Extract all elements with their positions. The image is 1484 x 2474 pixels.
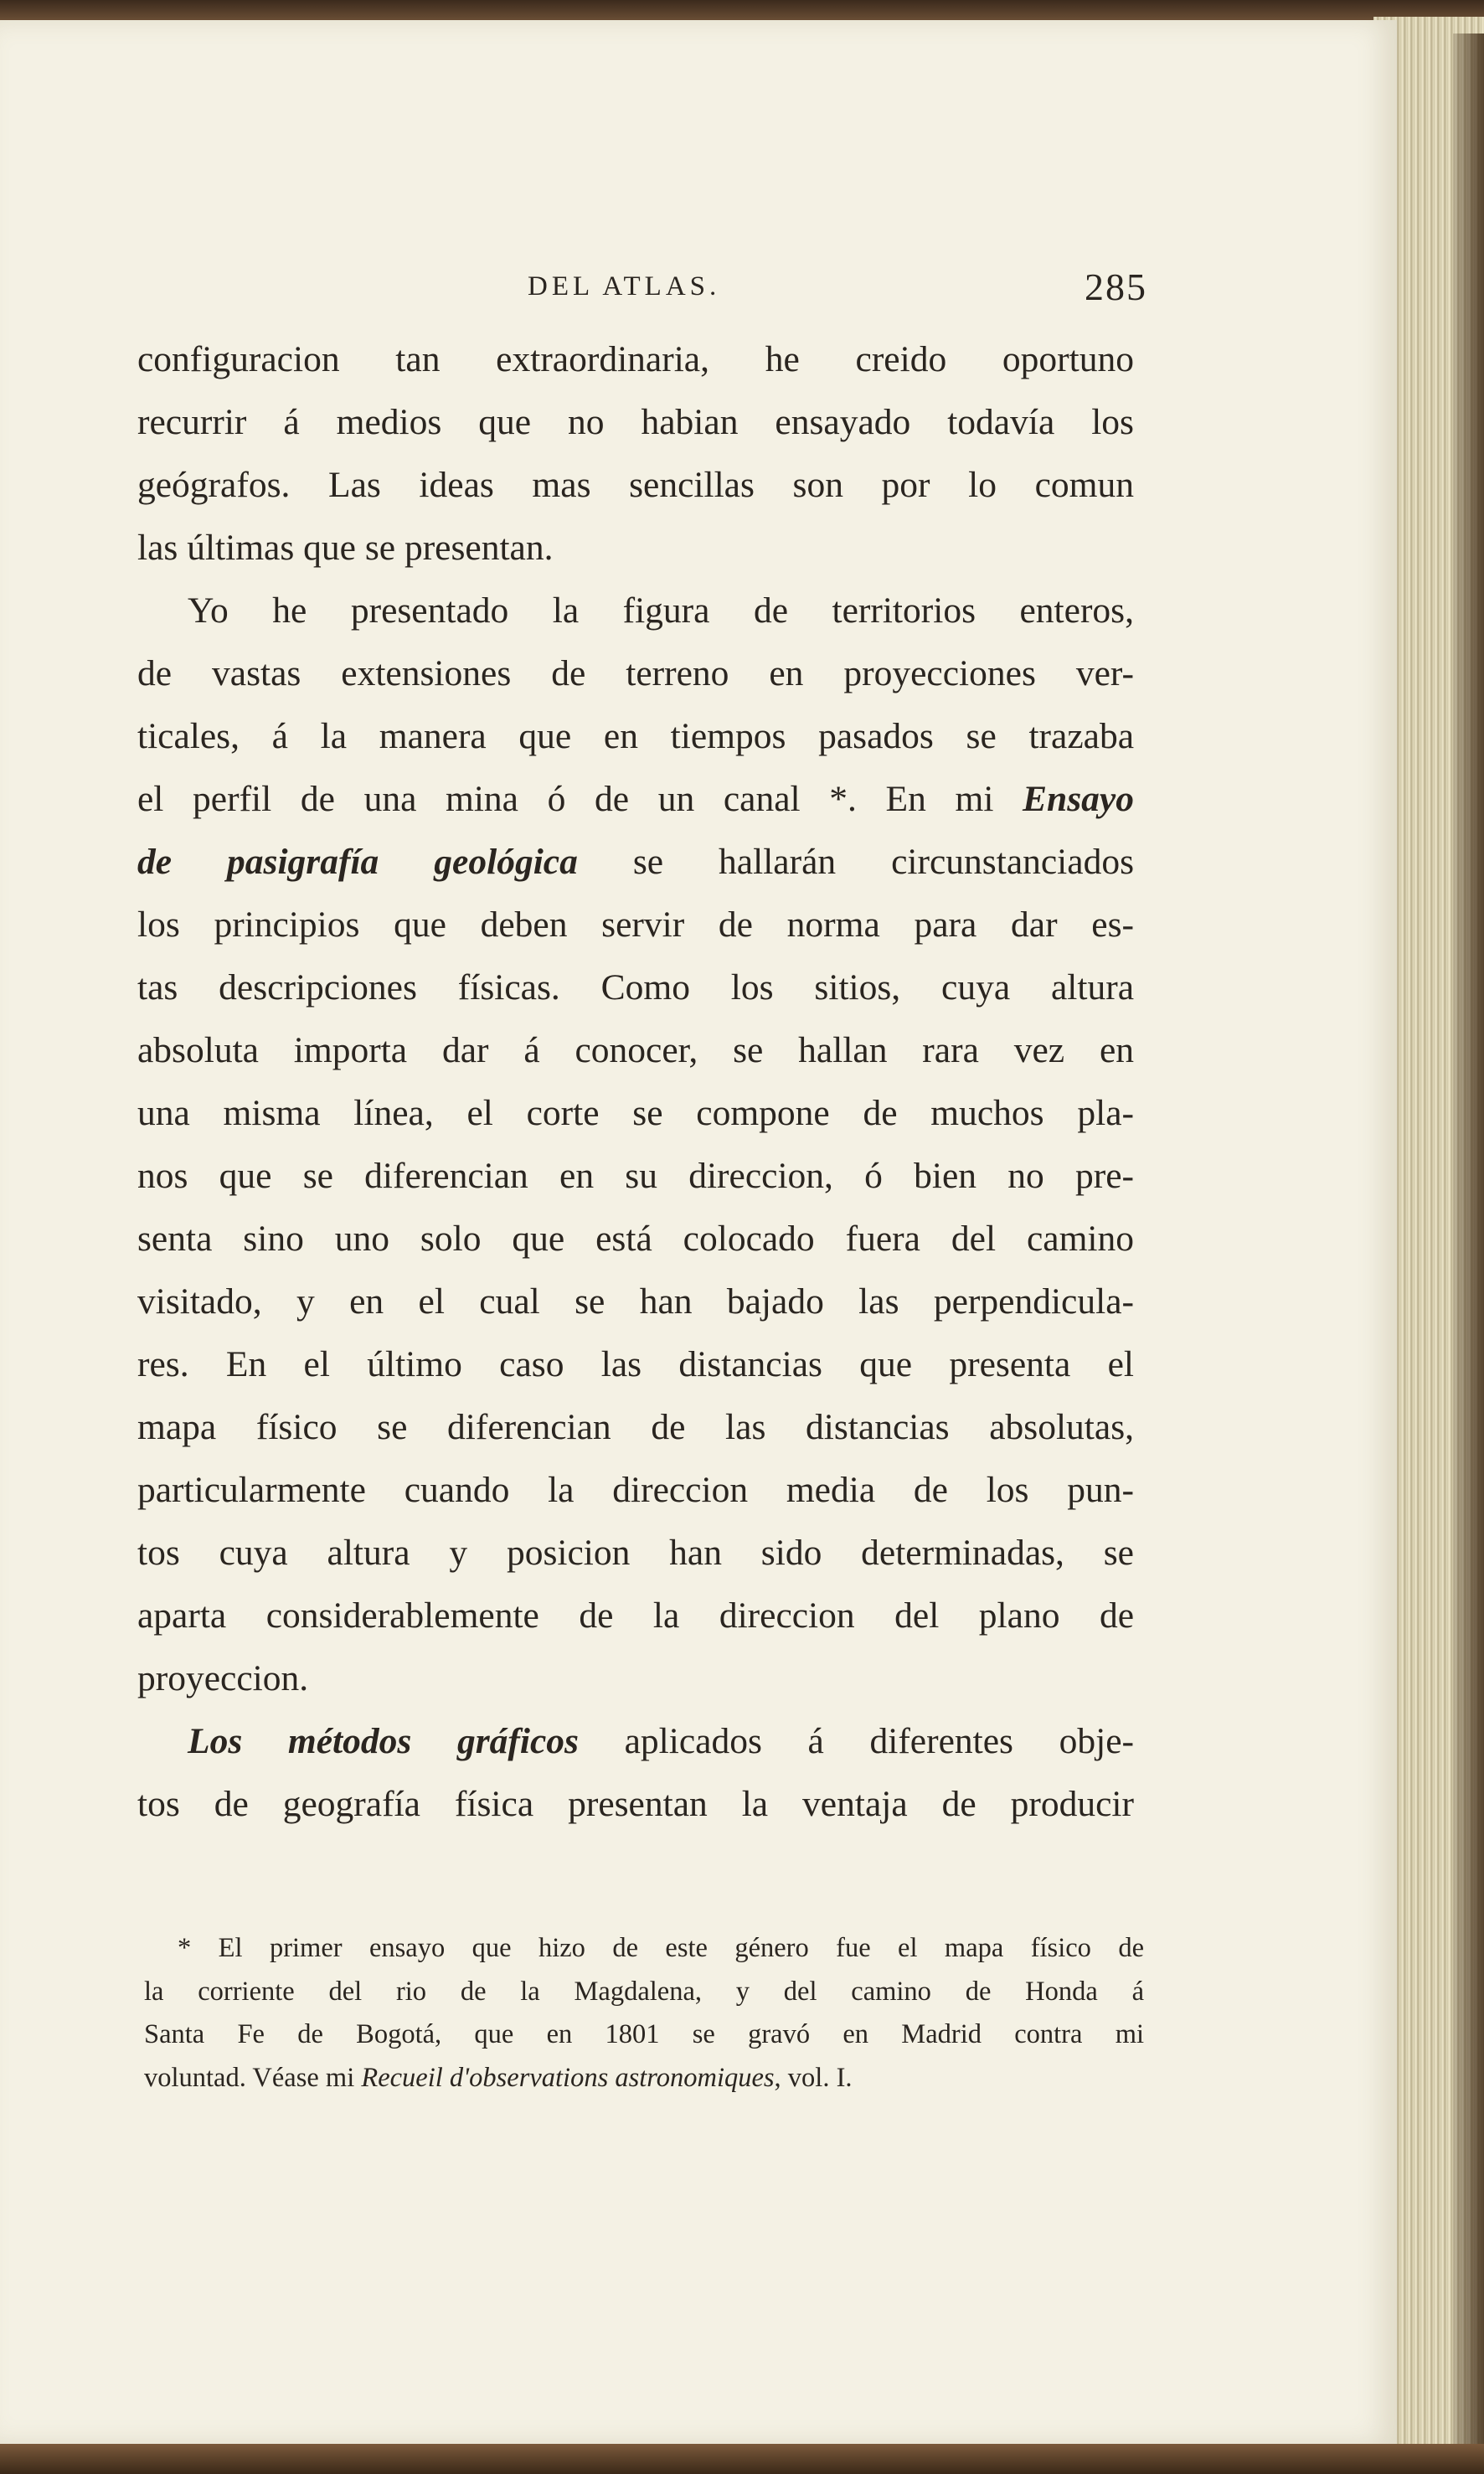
text-line: las últimas que se presentan. [137, 528, 554, 568]
footnote [144, 1927, 1144, 2100]
text-line: configuracion tan extraordinaria, he creido oportuno [137, 339, 1134, 379]
running-title: DEL ATLAS. [528, 271, 721, 302]
italic-title: de pasigrafía geológica [137, 842, 578, 882]
book-edge-shadow [1453, 34, 1484, 2446]
text-line: geógrafos. Las ideas mas sencillas son por lo comun [137, 465, 1134, 505]
page-number: 285 [1085, 265, 1147, 308]
text-segment: aplicados á diferentes obje- [578, 1721, 1134, 1761]
text-line: res. En el último caso las distancias que presenta el [137, 1344, 1134, 1384]
text-line: recurrir á medios que no habian ensayado todavía los [137, 402, 1134, 442]
text-line: absoluta importa dar á conocer, se hallan rara vez en [137, 1030, 1134, 1070]
italic-title: Ensayo [1023, 779, 1134, 819]
text-line: aparta considerablemente de la direccion del plano de [137, 1595, 1134, 1636]
text-line: proyeccion. [137, 1658, 309, 1698]
text-line: tas descripciones físicas. Como los sitios, cuya altura [137, 967, 1134, 1008]
text-line: Yo he presentado la figura de territorios enteros, [188, 590, 1134, 631]
book-cover-top-edge [0, 0, 1484, 22]
running-head [134, 248, 1147, 308]
book-page [0, 20, 1397, 2444]
italic-book-title: Recueil d'observations astronomiques [361, 2062, 775, 2093]
text-segment: , vol. I. [774, 2062, 853, 2093]
text-line: tos cuya altura y posicion han sido determinadas, se [137, 1533, 1134, 1573]
text-line [137, 1710, 1134, 1773]
text-line: particularmente cuando la direccion media de los pun- [137, 1470, 1134, 1510]
text-line [137, 831, 1134, 894]
text-line: nos que se diferencian en su direccion, ó bien no pre- [137, 1156, 1134, 1196]
text-line [137, 768, 1134, 831]
footnote-line: la corriente del rio de la Magdalena, y del camino de Honda á [144, 1976, 1144, 2007]
text-line: ticales, á la manera que en tiempos pasados se trazaba [137, 716, 1134, 756]
text-line: los principios que deben servir de norma para dar es- [137, 905, 1134, 945]
text-segment: se hallarán circunstanciados [577, 842, 1135, 882]
text-line: una misma línea, el corte se compone de muchos pla- [137, 1093, 1134, 1133]
text-line: visitado, y en el cual se han bajado las perpendicula- [137, 1281, 1134, 1322]
main-text [137, 328, 1134, 1836]
text-line: tos de geografía física presentan la ventaja de producir [137, 1784, 1134, 1824]
book-cover-bottom-edge [0, 2444, 1484, 2474]
text-segment: el perfil de una mina ó de un canal *. En mi [137, 779, 1023, 819]
italic-term: Los métodos gráficos [188, 1721, 579, 1761]
footnote-line: Santa Fe de Bogotá, que en 1801 se gravó en Madrid contra mi [144, 2019, 1144, 2049]
text-segment: voluntad. Véase mi [144, 2062, 362, 2093]
text-line: senta sino uno solo que está colocado fuera del camino [137, 1219, 1134, 1259]
footnote-line: * El primer ensayo que hizo de este género fue el mapa físico de [178, 1933, 1144, 1963]
footnote-line [144, 2057, 1144, 2100]
text-line: de vastas extensiones de terreno en proyecciones ver- [137, 653, 1134, 693]
text-line: mapa físico se diferencian de las distancias absolutas, [137, 1407, 1134, 1447]
